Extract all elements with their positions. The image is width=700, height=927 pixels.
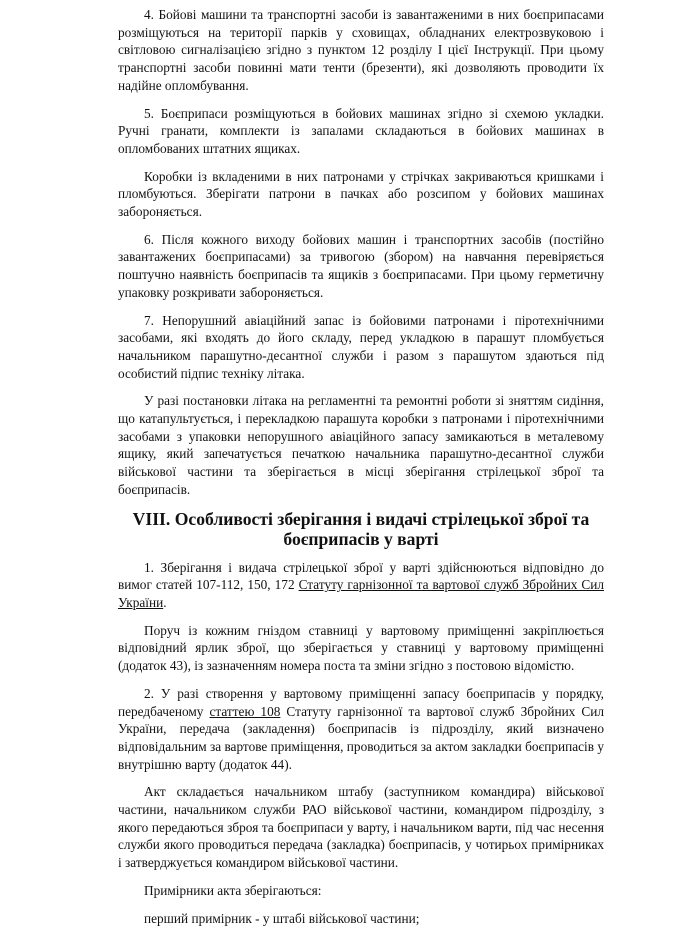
article-108-link[interactable]: статтею 108 <box>209 703 281 719</box>
paragraph-text: . <box>163 594 167 610</box>
section-heading: VIII. Особливості зберігання і видачі стрілецької зброї та боєприпасів у варті <box>132 508 590 549</box>
section-paragraph-2-first-copy: перший примірник - у штабі військової частини; <box>144 910 420 926</box>
section-paragraph-2-copies: Примірники акта зберігаються: <box>144 882 322 898</box>
paragraph-7: 7. Непорушний авіаційний запас із бойовими патронами і піротехнічними засобами, які входять до його складу, перед укладкою в парашут пломбується начальником парашутно-десантної служби і разом з парашутом здаються під особистий підпис техніку літака. <box>118 312 604 381</box>
paragraph-5-continued: Коробки із вкладеними в них патронами у стрічках закриваються кришками і пломбуються. Зберігати патрони в пачках або розсипом у бойових машинах забороняється. <box>118 168 604 220</box>
section-paragraph-2-continued: Акт складається начальником штабу (заступником командира) військової частини, начальником служби РАО військової частини, командиром підрозділу, з якого передаються зброя та боєприпаси у варту, і начальником варти, під час несення служби якого проводиться передача (закладка) боєприпасів, у чотирьох примірниках і затверджується командиром військової частини. <box>118 784 604 871</box>
paragraph-text: 2. У разі створення у вартовому приміщенні запасу боєприпасів у порядку, передбаченому <box>118 685 604 719</box>
section-paragraph-1-continued: Поруч із кожним гніздом ставниці у вартовому приміщенні закріплюється відповідний ярлик зброї, що зберігається у ставниці у вартовому приміщенні (додаток 43), із зазначенням номера поста та зміни згідно з постовою відомістю. <box>118 622 604 674</box>
section-paragraph-2 <box>118 685 604 774</box>
paragraph-6: 6. Після кожного виходу бойових машин і транспортних засобів (постійно завантажених боєприпасами) за тривогою (збором) на навчання перевіряється поштучно наявність боєприпасів та ящиків з боєприпасами. При цьому герметичну упаковку розкривати забороняється. <box>118 231 604 300</box>
section-paragraph-1 <box>118 559 604 612</box>
paragraph-4: 4. Бойові машини та транспортні засоби із завантаженими в них боєприпасами розміщуються на території парків у сховищах, обладнаних електрозвуковою і світловою сигналізацією згідно з пунктом 12 розділу I цієї Інструкції. При цьому транспортні засоби повинні мати тенти (брезенти), які дозволяють проводити їх надійне опломбування. <box>118 7 604 93</box>
paragraph-5: 5. Боєприпаси розміщуються в бойових машинах згідно зі схемою укладки. Ручні гранати, комплекти із запалами складаються в бойових машинах в опломбованих штатних ящиках. <box>118 105 604 156</box>
statute-link[interactable]: Статуту гарнізонної та вартової служб Збройних Сил України <box>118 577 604 610</box>
paragraph-7-continued: У разі постановки літака на регламентні та ремонтні роботи зі зняттям сидіння, що катапультується, і перекладкою парашута коробки з патронами і піротехнічними засобами з упаковки непорушного авіаційного запасу замикаються в металевому ящику, який запечатується печаткою начальника парашутно-десантної служби військової частини та зберігається в місці зберігання стрілецької зброї та боєприпасів. <box>118 393 604 497</box>
paragraph-text: Статуту гарнізонної та вартової служб Збройних Сил України, передача (закладення) боєприпасів із підрозділу, який визначено відповідальним за вартове приміщення, проводиться за актом закладки боєприпасів у внутрішню варту (додаток 44). <box>118 703 604 772</box>
paragraph-text: 1. Зберігання і видача стрілецької зброї у варті здійснюються відповідно до вимог статей 107-112, 150, 172 <box>118 559 604 593</box>
